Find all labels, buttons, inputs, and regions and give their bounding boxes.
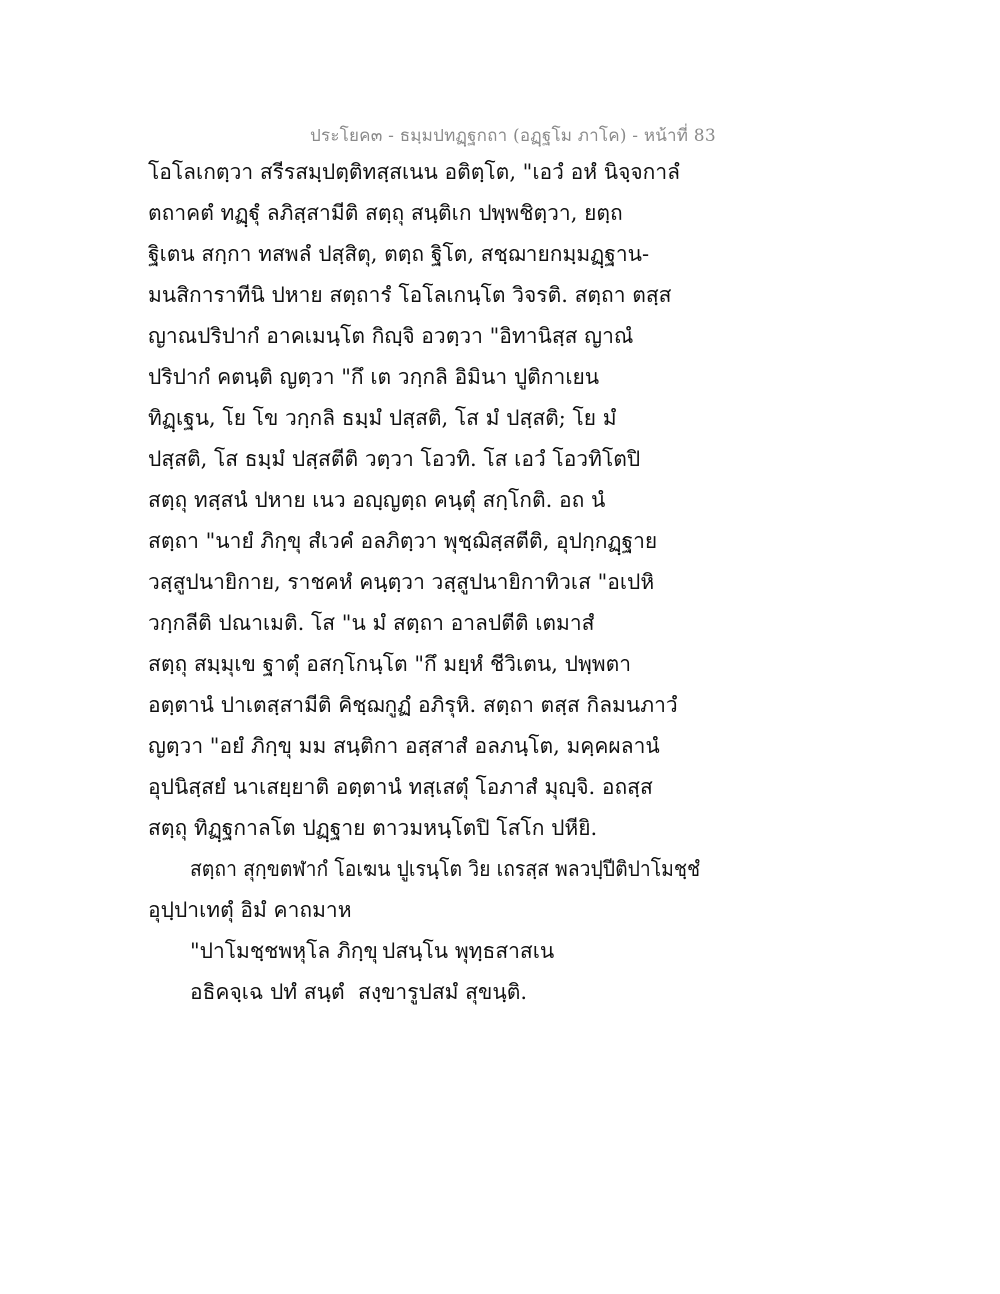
text-line: อุปนิสฺสยํ นาเสยฺยาติ อตฺตานํ ทสฺเสตุํ โอภาสํ มุญฺจิ. อถสฺส: [148, 775, 653, 799]
verse-line-part: ปสนฺโน พุทฺธสาสเน: [382, 939, 555, 963]
text-line: ปสฺสติ, โส ธมฺมํ ปสฺสตีติ วตฺวา โอวทิ. โส เอวํ โอวทิโตปิ: [148, 447, 641, 471]
verse-line-part: "ปาโมชฺชพหุโล ภิกฺขุ: [190, 939, 378, 963]
running-head: ประโยค๓ - ธมฺมปทฏฺฐกถา (อฏฺฐโม ภาโค) - หน้าที่ 83: [310, 126, 716, 146]
text-line: สตฺถา "นายํ ภิกฺขุ สํเวคํ อลภิตฺวา พุชฺฌิสฺสตีติ, อุปกฺกฏฺฐาย: [148, 529, 658, 553]
text-line: สตฺถุ ทสฺสนํ ปหาย เนว อญฺญตฺถ คนฺตุํ สกฺโกติ. อถ นํ: [148, 488, 606, 512]
text-line: ญาณปริปากํ อาคเมนฺโต กิญฺจิ อวตฺวา "อิทานิสฺส ญาณํ: [148, 324, 634, 348]
verse-line-part: อธิคจฺเฉ ปทํ สนฺตํ: [190, 980, 345, 1004]
text-line: สตฺถุ สมฺมุเข ฐาตุํ อสกฺโกนฺโต "กึ มยฺหํ ชีวิเตน, ปพฺพตา: [148, 652, 632, 676]
text-line: สตฺถา สุกฺขตฬากํ โอเฆน ปูเรนฺโต วิย เถรสฺส พลวปฺปีติปาโมชฺชํ: [190, 857, 701, 881]
text-line: ปริปากํ คตนฺติ ญตฺวา "กึ เต วกฺกลิ อิมินา ปูติกาเยน: [148, 365, 600, 389]
text-line: ฐิเตน สกฺกา ทสพลํ ปสฺสิตุ, ตตฺถ ฐิโต, สชฺฌายกมฺมฏฺฐาน-: [148, 242, 650, 266]
verse-line-part: สงฺขารูปสมํ สุขนฺติ.: [358, 980, 528, 1004]
text-line: มนสิการาทีนิ ปหาย สตฺถารํ โอโลเกนฺโต วิจรติ. สตฺถา ตสฺส: [148, 283, 672, 307]
text-line: อตฺตานํ ปาเตสฺสามีติ คิชฺฌกูฏํ อภิรุหิ. สตฺถา ตสฺส กิลมนภาวํ: [148, 693, 678, 717]
text-line: วสฺสูปนายิกาย, ราชคหํ คนฺตฺวา วสฺสูปนายิกาทิวเส "อเปหิ: [148, 570, 655, 594]
text-line: วกฺกลีติ ปณาเมติ. โส "น มํ สตฺถา อาลปตีติ เตมาสํ: [148, 611, 595, 635]
text-line: อุปฺปาเทตุํ อิมํ คาถมาห: [148, 898, 352, 922]
text-line: ทิฏฺเฐน, โย โข วกฺกลิ ธมฺมํ ปสฺสติ, โส มํ ปสฺสติ; โย มํ: [148, 406, 617, 430]
text-line: ตถาคตํ ทฏฺฐุํ ลภิสฺสามีติ สตฺถุ สนฺติเก ปพฺพชิตฺวา, ยตฺถ: [148, 201, 623, 225]
text-line: โอโลเกตฺวา สรีรสมฺปตฺติทสฺสเนน อติตฺโต, "เอวํ อหํ นิจฺจกาลํ: [148, 160, 681, 184]
text-line: ญตฺวา "อยํ ภิกฺขุ มม สนฺติกา อสฺสาสํ อลภนฺโต, มคฺคผลานํ: [148, 734, 660, 758]
text-line: สตฺถุ ทิฏฺฐกาลโต ปฏฺฐาย ตาวมหนฺโตปิ โสโก ปหียิ.: [148, 816, 598, 840]
